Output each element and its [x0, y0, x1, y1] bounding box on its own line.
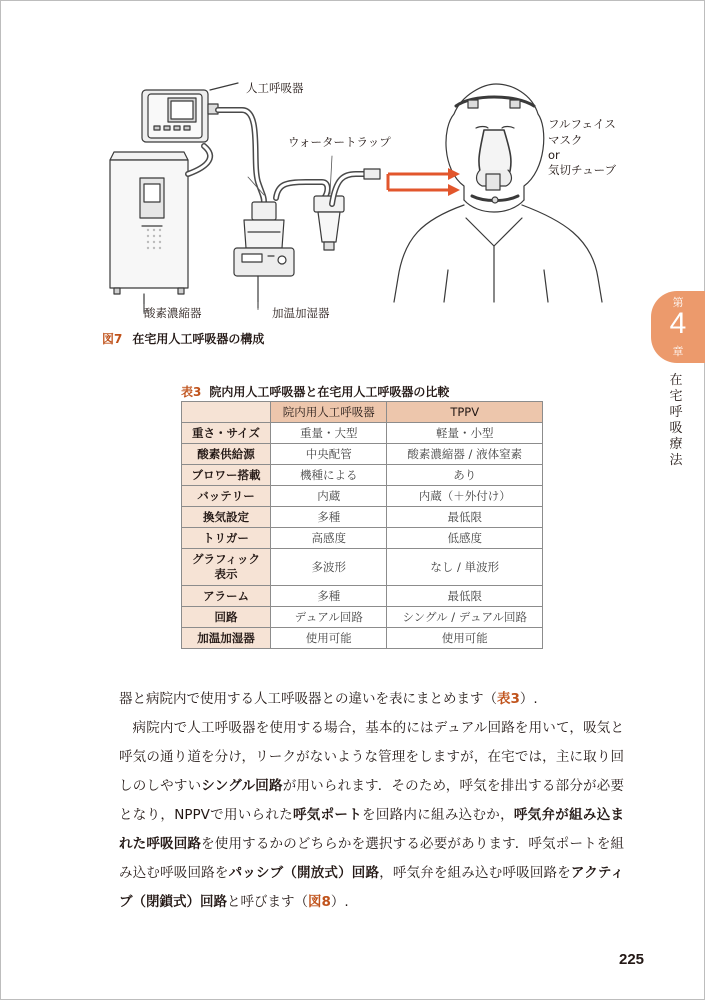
- table-row: [182, 628, 543, 649]
- chapter-title-char: 宅: [669, 389, 683, 404]
- row-label: 回路: [182, 607, 271, 628]
- row-label: 換気設定: [182, 507, 271, 528]
- text-run: が用いられます．そのため，呼気を排出する部分が必要となり，NPPVで用いられた: [119, 778, 624, 823]
- row-label: 重さ・サイズ: [182, 423, 271, 444]
- hospital-cell: 多種: [271, 586, 387, 607]
- figure-reference: 図8: [308, 894, 331, 910]
- tppv-cell: シングル / デュアル回路: [387, 607, 543, 628]
- table-number: 表3: [181, 385, 202, 399]
- term-single-circuit: シングル回路: [201, 778, 283, 794]
- table-caption: [181, 383, 449, 400]
- tracheostomy-tube-label: 気切チューブ: [548, 163, 617, 177]
- table-row: [182, 423, 543, 444]
- chapter-prefix: 第: [672, 296, 684, 309]
- row-label: トリガー: [182, 528, 271, 549]
- table-row: [182, 486, 543, 507]
- figure-number: 図7: [102, 332, 123, 346]
- row-label: バッテリー: [182, 486, 271, 507]
- row-label: ブロワー搭載: [182, 465, 271, 486]
- tppv-cell: なし / 単波形: [387, 549, 543, 586]
- chapter-title: [667, 373, 685, 469]
- text-run: を使用するかのどちらかを選択する必要があります．呼気ポートを組み込む呼吸回路を: [119, 836, 625, 881]
- tppv-cell: 低感度: [387, 528, 543, 549]
- table-header-row: [182, 402, 543, 423]
- hospital-cell: 中央配管: [271, 444, 387, 465]
- hospital-cell: 高感度: [271, 528, 387, 549]
- figure-caption: [102, 330, 264, 347]
- humidifier-label: 加温加湿器: [272, 306, 330, 320]
- row-label: [182, 549, 271, 586]
- figure-caption-text: 在宅用人工呼吸器の構成: [132, 332, 265, 346]
- chapter-title-char: 法: [669, 453, 683, 468]
- oxygen-concentrator-label: 酸素濃縮器: [144, 306, 202, 320]
- row-label: アラーム: [182, 586, 271, 607]
- table-row: [182, 528, 543, 549]
- comparison-table: [181, 401, 543, 649]
- tppv-cell: 軽量・小型: [387, 423, 543, 444]
- mask-label-2: マスク: [548, 133, 583, 147]
- table-caption-text: 院内用人工呼吸器と在宅用人工呼吸器の比較: [209, 385, 450, 399]
- chapter-title-char: 吸: [669, 421, 683, 436]
- mask-label-or: or: [548, 148, 560, 162]
- hospital-cell: 機種による: [271, 465, 387, 486]
- term-active-circuit: アクティブ（閉鎖式）回路: [119, 865, 625, 910]
- row-label-line: 表示: [214, 567, 238, 581]
- row-label: 酸素供給源: [182, 444, 271, 465]
- hospital-cell: 内蔵: [271, 486, 387, 507]
- column-header-tppv: TPPV: [387, 402, 543, 423]
- row-label: 加温加湿器: [182, 628, 271, 649]
- table-row: [182, 444, 543, 465]
- table-corner-cell: [182, 402, 271, 423]
- paragraph-1: [119, 685, 624, 714]
- water-trap-label: ウォータートラップ: [288, 135, 391, 149]
- hospital-cell: 多波形: [271, 549, 387, 586]
- chapter-title-char: 在: [669, 373, 683, 388]
- ventilator-diagram: [92, 70, 637, 332]
- tppv-cell: 酸素濃縮器 / 液体窒素: [387, 444, 543, 465]
- hospital-cell: 多種: [271, 507, 387, 528]
- oxygen-concentrator-drawing: [110, 152, 188, 312]
- chapter-title-char: 療: [669, 437, 683, 452]
- mask-label-1: フルフェイス: [548, 117, 616, 131]
- row-label-line: グラフィック: [191, 552, 261, 566]
- tppv-cell: 最低限: [387, 507, 543, 528]
- text-run: と呼びます（: [227, 894, 308, 910]
- water-trap-drawing: [314, 156, 380, 250]
- term-exhalation-valve-circuit: 呼気弁が組み込まれた呼吸回路: [119, 807, 625, 852]
- tppv-cell: 内蔵（＋外付け）: [387, 486, 543, 507]
- tppv-cell: 使用可能: [387, 628, 543, 649]
- chapter-tab: [651, 291, 705, 363]
- hospital-cell: 使用可能: [271, 628, 387, 649]
- term-exhalation-port: 呼気ポート: [292, 807, 363, 823]
- table-row: [182, 607, 543, 628]
- tppv-cell: あり: [387, 465, 543, 486]
- text-run: ）.: [330, 894, 349, 910]
- text-run: 器と病院内で使用する人工呼吸器との違いを表にまとめます（: [119, 691, 497, 707]
- tppv-cell: 最低限: [387, 586, 543, 607]
- chapter-title-char: 呼: [669, 405, 683, 420]
- text-run: を回路内に組み込むか，: [362, 807, 514, 823]
- text-run: ）.: [519, 691, 538, 707]
- text-run: ，呼気弁を組み込む呼吸回路を: [379, 865, 571, 881]
- body-text: [119, 685, 624, 917]
- chapter-suffix: 章: [672, 345, 684, 358]
- table-row: [182, 465, 543, 486]
- chapter-number: 4: [669, 307, 687, 340]
- hospital-cell: 重量・大型: [271, 423, 387, 444]
- term-passive-circuit: パッシブ（開放式）回路: [228, 865, 380, 881]
- ventilator-label: 人工呼吸器: [246, 81, 304, 95]
- table-row: [182, 549, 543, 586]
- paragraph-2: [119, 714, 624, 917]
- page-number: 225: [619, 951, 645, 968]
- table-row: [182, 507, 543, 528]
- table-row: [182, 586, 543, 607]
- column-header-hospital: 院内用人工呼吸器: [271, 402, 387, 423]
- ventilator-illustration: [92, 70, 637, 332]
- text-run: 病院内で人工呼吸器を使用する場合，基本的にはデュアル回路を用いて，吸気と呼気の通り道を分け，リークがないような管理をしますが，在宅では，主に取り回しのしやすい: [119, 720, 624, 794]
- hospital-cell: デュアル回路: [271, 607, 387, 628]
- table-reference: 表3: [497, 691, 520, 707]
